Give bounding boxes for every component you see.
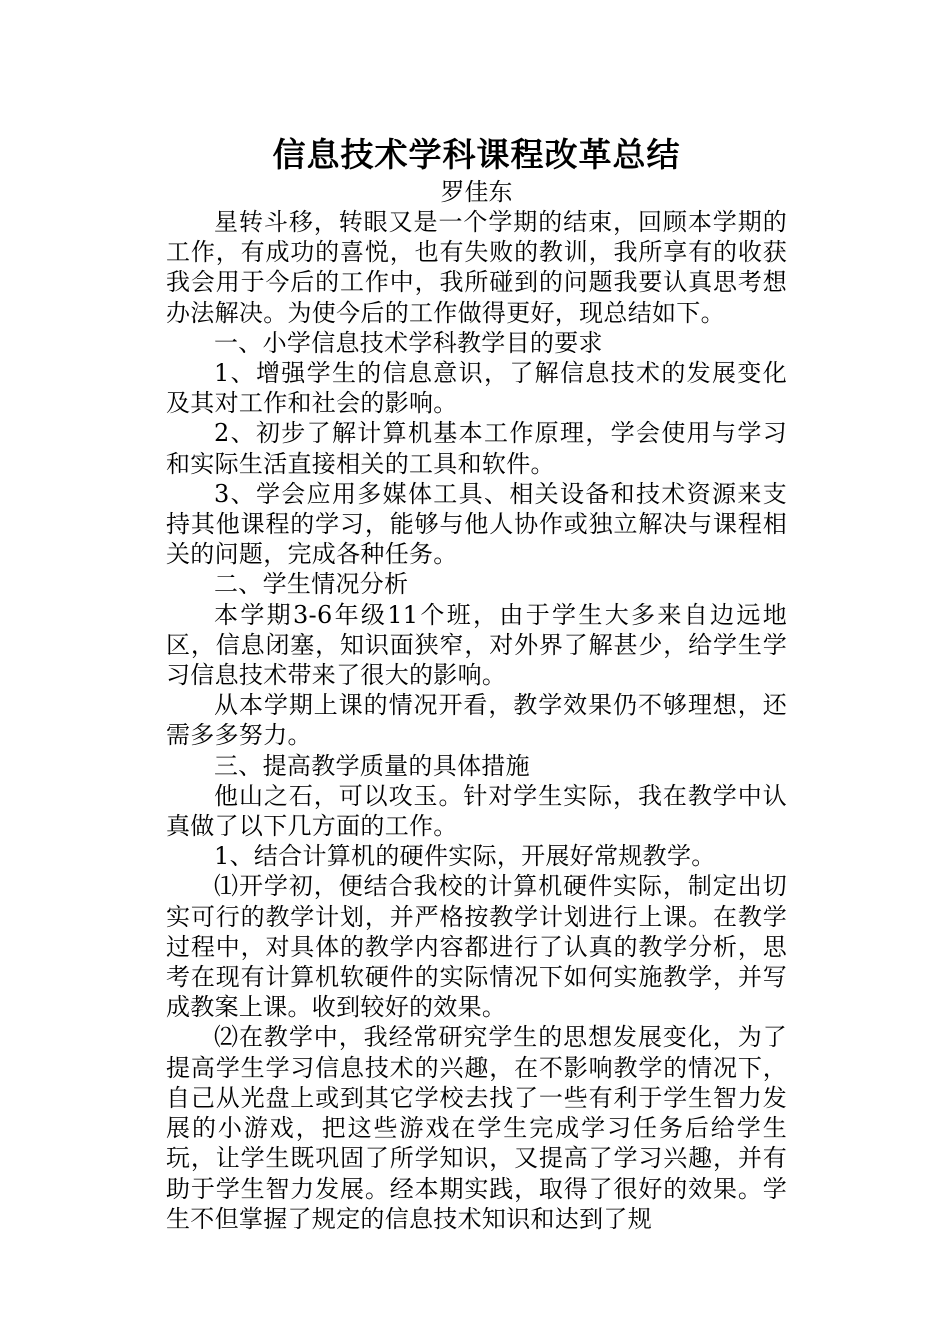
paragraph-students-2: 从本学期上课的情况开看，教学效果仍不够理想，还需多多努力。 [166,691,787,750]
paragraph-measure-1-a: ⑴开学初，便结合我校的计算机硬件实际，制定出切实可行的教学计划，并严格按教学计划进行上课。在教学过程中，对具体的教学内容都进行了认真的教学分析，思考在现有计算机软硬件的实际情况下如何实施教学，并写成教案上课。收到较好的效果。 [166,872,787,1022]
paragraph-measures-intro: 他山之石，可以攻玉。针对学生实际，我在教学中认真做了以下几方面的工作。 [166,781,787,841]
paragraph-goal-2: 2、初步了解计算机基本工作原理，学会使用与学习和实际生活直接相关的工具和软件。 [166,419,787,478]
paragraph-students-1: 本学期3-6年级11个班，由于学生大多来自边远地区，信息闭塞，知识面狭窄，对外界了解甚少，给学生学习信息技术带来了很大的影响。 [166,600,787,690]
document-author: 罗佳东 [440,178,513,206]
paragraph-intro: 星转斗移，转眼又是一个学期的结束，回顾本学期的工作，有成功的喜悦，也有失败的教训，我所享有的收获我会用于今后的工作中，我所碰到的问题我要认真思考想办法解决。为使今后的工作做得更好，现总结如下。 [166,208,787,327]
paragraph-goal-1: 1、增强学生的信息意识，了解信息技术的发展变化及其对工作和社会的影响。 [166,359,787,418]
section-heading-students: 二、学生情况分析 [214,570,409,599]
document-body [166,133,787,1234]
paragraph-goal-3: 3、学会应用多媒体工具、相关设备和技术资源来支持其他课程的学习，能够与他人协作或独立解决与课程相关的问题，完成各种任务。 [166,479,787,569]
document-title: 信息技术学科课程改革总结 [272,135,681,174]
paragraph-measure-1: 1、结合计算机的硬件实际，开展好常规教学。 [214,842,716,871]
section-heading-goals: 一、小学信息技术学科教学目的要求 [214,328,603,357]
paragraph-measure-1-b: ⑵在教学中，我经常研究学生的思想发展变化，为了提高学生学习信息技术的兴趣，在不影响教学的情况下，自己从光盘上或到其它学校去找了一些有利于学生智力发展的小游戏，把这些游戏在学生完成学习任务后给学生玩，让学生既巩固了所学知识，又提高了学习兴趣，并有助于学生智力发展。经本期实践，取得了很好的效果。学生不但掌握了规定的信息技术知识和达到了规 [166,1023,787,1233]
section-heading-measures: 三、提高教学质量的具体措施 [214,751,530,780]
